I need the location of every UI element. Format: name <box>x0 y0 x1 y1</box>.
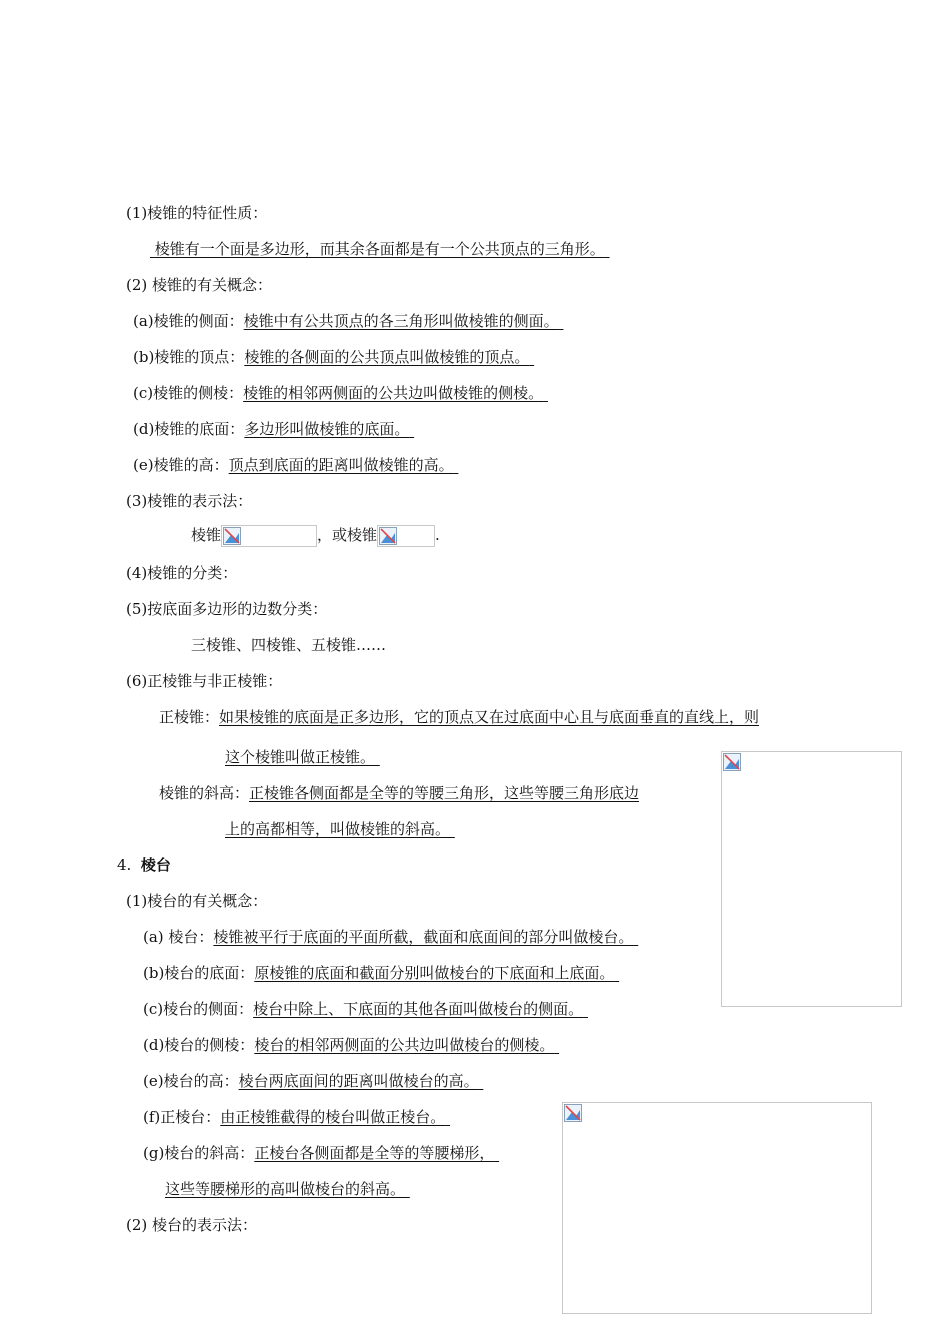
notation-formula-image-2 <box>377 525 435 547</box>
pyramid-property-text: 棱锥有一个面是多边形，而其余各面都是有一个公共顶点的三角形。 <box>154 240 605 258</box>
pyramid-apex: (b)棱锥的顶点：棱锥的各侧面的公共顶点叫做棱锥的顶点。 <box>133 348 530 366</box>
pyramid-classification-label: (4)棱锥的分类： <box>126 564 238 582</box>
pyramid-lateral-edge: (c)棱锥的侧棱：棱锥的相邻两侧面的公共边叫做棱锥的侧棱。 <box>133 384 544 402</box>
frustum-lateral-face: (c)棱台的侧面：棱台中除上、下底面的其他各面叫做棱台的侧面。 <box>143 1000 584 1018</box>
pyramid-by-base-label: (5)按底面多边形的边数分类： <box>126 600 328 618</box>
frustum-bases: (b)棱台的底面：原棱锥的底面和截面分别叫做棱台的下底面和上底面。 <box>143 964 615 982</box>
pyramid-concepts-label: (2) 棱锥的有关概念： <box>126 276 273 294</box>
pyramid-notation-label: (3)棱锥的表示法： <box>126 492 253 510</box>
broken-image-icon <box>223 527 241 545</box>
pyramid-height: (e)棱锥的高：顶点到底面的距离叫做棱锥的高。 <box>133 456 454 474</box>
frustum-concepts-label: (1)棱台的有关概念： <box>126 892 268 910</box>
pyramid-types-text: 三棱锥、四棱锥、五棱锥…… <box>191 636 387 654</box>
frustum-slant-height: (g)棱台的斜高：正棱台各侧面都是全等的等腰梯形， <box>143 1144 495 1162</box>
broken-image-icon <box>379 527 397 545</box>
regular-pyramid-def-cont: 这个棱锥叫做正棱锥。 <box>225 748 376 766</box>
slant-height-def-cont: 上的高都相等，叫做棱锥的斜高。 <box>225 820 451 838</box>
pyramid-lateral-face: (a)棱锥的侧面：棱锥中有公共顶点的各三角形叫做棱锥的侧面。 <box>133 312 559 330</box>
frustum-notation-label: (2) 棱台的表示法： <box>126 1216 258 1234</box>
frustum-slant-height-cont: 这些等腰梯形的高叫做棱台的斜高。 <box>165 1180 406 1198</box>
regular-frustum: (f)正棱台：由正棱锥截得的棱台叫做正棱台。 <box>143 1108 446 1126</box>
frustum-height: (e)棱台的高：棱台两底面间的距离叫做棱台的高。 <box>143 1072 479 1090</box>
slant-height-def: 棱锥的斜高：正棱锥各侧面都是全等的等腰三角形，这些等腰三角形底边 <box>159 784 640 802</box>
regular-pyramid-def: 正棱锥：如果棱锥的底面是正多边形，它的顶点又在过底面中心且与底面垂直的直线上，则 <box>159 708 760 726</box>
frustum-figure-image <box>562 1102 872 1314</box>
pyramid-base: (d)棱锥的底面：多边形叫做棱锥的底面。 <box>133 420 410 438</box>
broken-image-icon <box>564 1104 582 1122</box>
pyramid-notation-row: 棱锥 ，或棱锥 . <box>191 524 440 547</box>
frustum-heading: 4. 棱台 <box>117 856 171 874</box>
broken-image-icon <box>723 753 741 771</box>
pyramid-property-label: (1)棱锥的特征性质： <box>126 204 268 222</box>
frustum-lateral-edge: (d)棱台的侧棱：棱台的相邻两侧面的公共边叫做棱台的侧棱。 <box>143 1036 555 1054</box>
regular-pyramid-label: (6)正棱锥与非正棱锥： <box>126 672 283 690</box>
frustum-def: (a) 棱台：棱锥被平行于底面的平面所截，截面和底面间的部分叫做棱台。 <box>143 928 634 946</box>
pyramid-figure-image <box>721 751 902 1007</box>
notation-formula-image-1 <box>221 525 317 547</box>
